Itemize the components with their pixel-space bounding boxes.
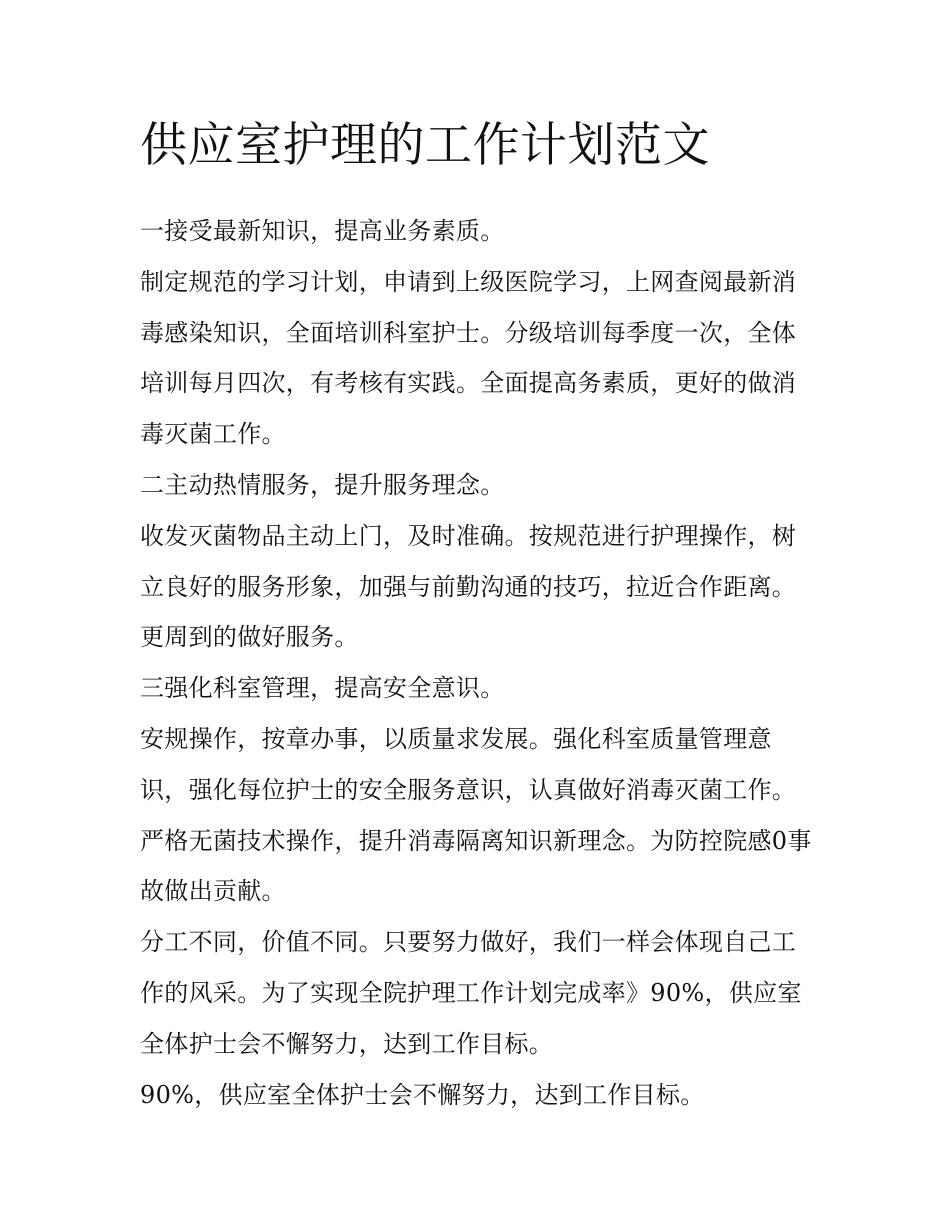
body-paragraph: 分工不同，价值不同。只要努力做好，我们一样会体现自己工作的风采。为了实现全院护理工作计划完成率》90%，供应室全体护士会不懈努力，达到工作目标。 xyxy=(140,928,802,1058)
section-heading-2: 二主动热情服务，提升服务理念。 xyxy=(140,470,505,499)
section-heading-1: 一接受最新知识，提高业务素质。 xyxy=(140,217,505,245)
body-paragraph: 收发灭菌物品主动上门，及时准确。按规范进行护理操作，树立良好的服务形象，加强与前勤沟通的技巧，拉近合作距离。更周到的做好服务。 xyxy=(140,521,797,652)
section-heading-3: 三强化科室管理，提高安全意识。 xyxy=(140,674,505,703)
document-title: 供应室护理的工作计划范文 xyxy=(140,118,710,173)
body-paragraph: 90%，供应室全体护士会不懈努力，达到工作目标。 xyxy=(140,1080,705,1109)
body-paragraph: 安规操作，按章办事，以质量求发展。强化科室质量管理意识，强化每位护士的安全服务意识，认真做好消毒灭菌工作。严格无菌技术操作，提升消毒隔离知识新理念。为防控院感0事故做出贡献。 xyxy=(140,724,812,906)
document-page xyxy=(140,112,820,1120)
body-paragraph: 制定规范的学习计划，申请到上级医院学习，上网查阅最新消毒感染知识，全面培训科室护士。分级培训每季度一次，全体培训每月四次，有考核有实践。全面提高务素质，更好的做消毒灭菌工作。 xyxy=(140,267,797,449)
